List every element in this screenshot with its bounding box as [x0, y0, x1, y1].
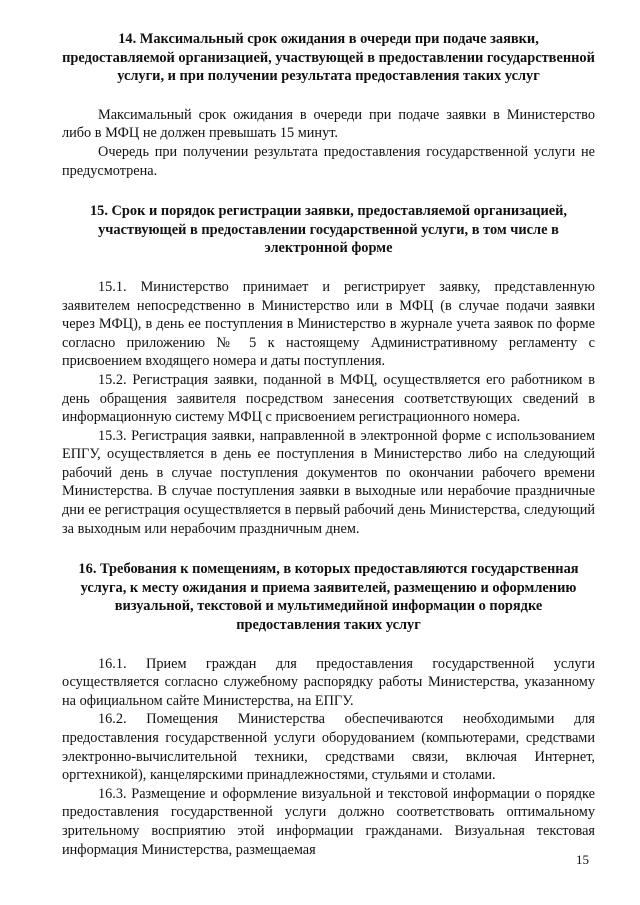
document-page [62, 30, 595, 859]
paragraph: 16.2. Помещения Министерства обеспечиваются необходимыми для предоставления государственной услуги оборудованием (компьютерами, средствами электронно-вычислительной техники, средствами связи, включая Интернет, оргтехникой), канцелярскими принадлежностями, стульями и столами. [62, 711, 595, 784]
paragraph: 16.3. Размещение и оформление визуальной и текстовой информации о порядке предоставления государственной услуги должно соответствовать оптимальному зрительному восприятию этой информации гражданами. Визуальная текстовая информация Министерства, размещаемая [62, 785, 595, 858]
section-15 [62, 202, 595, 538]
section-heading: 16. Требования к помещениям, в которых предоставляются государственная услуга, к месту ожидания и приема заявителей, размещению и оформлению визуальной, текстовой и мультимедийной информации о порядке предоставления таких услуг [78, 561, 579, 634]
section-heading: 15. Срок и порядок регистрации заявки, предоставляемой организацией, участвующей в предоставлении государственной услуги, в том числе в электронной форме [89, 203, 568, 257]
section-heading: 14. Максимальный срок ожидания в очереди при подаче заявки, предоставляемой организацией, участвующей в предоставлении государственной услуги, и при получении результата предоставления таких услуг [62, 31, 595, 85]
paragraph: Максимальный срок ожидания в очереди при подаче заявки в Министерство либо в МФЦ не должен превышать 15 минут. [62, 106, 595, 142]
paragraph: 16.1. Прием граждан для предоставления государственной услуги осуществляется согласно служебному распорядку работы Министерства, указанному на официальном сайте Министерства, на ЕПГУ. [62, 655, 595, 709]
paragraph: 15.3. Регистрация заявки, направленной в электронной форме с использованием ЕПГУ, осуществляется в день ее поступления в Министерство либо на следующий рабочий день в случае поступления документов по окончании рабочего времени Министерства. В случае поступления заявки в выходные или нерабочие праздничные дни ее регистрация осуществляется в первый рабочий день Министерства, следующий за выходным или нерабочим праздничным днем. [62, 427, 595, 537]
section-14 [62, 30, 595, 180]
section-16 [62, 560, 595, 859]
paragraph: 15.1. Министерство принимает и регистрирует заявку, представленную заявителем непосредственно в Министерство или в МФЦ (в случае подачи заявки через МФЦ), в день ее поступления в Министерство в журнале учета заявок по форме согласно приложению № 5 к настоящему Административному регламенту с присвоением входящего номера и даты поступления. [62, 278, 595, 370]
paragraph: 15.2. Регистрация заявки, поданной в МФЦ, осуществляется его работником в день обращения заявителя посредством занесения соответствующих сведений в информационную систему МФЦ с присвоением регистрационного номера. [62, 371, 595, 426]
page-number: 15 [576, 852, 589, 867]
paragraph: Очередь при получении результата предоставления государственной услуги не предусмотрена. [62, 143, 595, 179]
